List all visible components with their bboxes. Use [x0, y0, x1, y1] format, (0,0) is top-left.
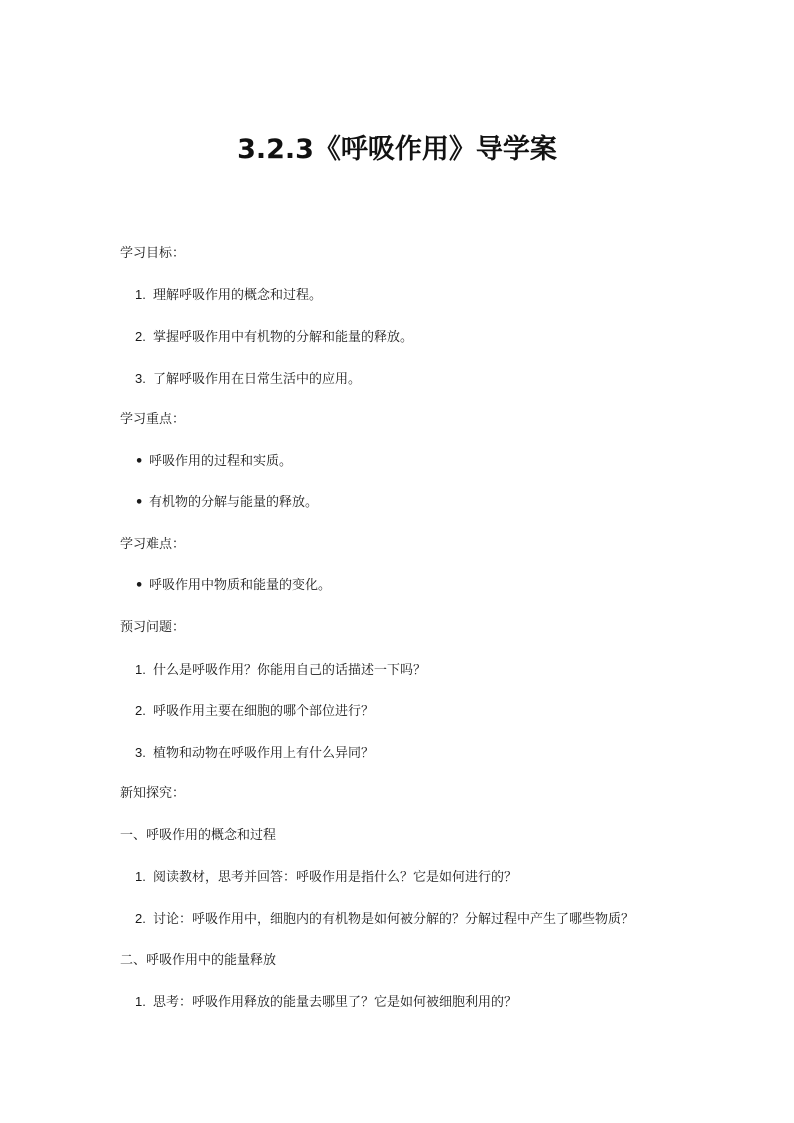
list-number: 3.: [135, 371, 146, 386]
preview-item: [135, 660, 426, 681]
explore-heading: 新知探究：: [120, 786, 186, 801]
explore-item: [135, 867, 517, 888]
explore-text: 讨论：呼吸作用中，细胞内的有机物是如何被分解的？分解过程中产生了哪些物质？: [153, 912, 635, 927]
key-points-heading: 学习重点：: [120, 412, 186, 427]
explore-item: [135, 992, 517, 1013]
bullet-icon: •: [135, 454, 144, 469]
objectives-heading: 学习目标：: [120, 246, 186, 261]
preview-heading: 预习问题：: [120, 620, 186, 635]
list-number: 3.: [135, 745, 146, 760]
preview-item: [135, 701, 374, 722]
objective-text: 理解呼吸作用的概念和过程。: [153, 288, 323, 303]
list-number: 2.: [135, 911, 146, 926]
explore-text: 阅读教材，思考并回答：呼吸作用是指什么？它是如何进行的？: [153, 870, 518, 885]
objective-item: [135, 369, 361, 390]
section-heading: 一、呼吸作用的概念和过程: [120, 828, 277, 843]
list-number: 1.: [135, 994, 146, 1009]
objective-text: 了解呼吸作用在日常生活中的应用。: [153, 372, 362, 387]
preview-item: [135, 743, 374, 764]
difficulty-item: [135, 576, 331, 596]
list-number: 2.: [135, 703, 146, 718]
list-number: 1.: [135, 869, 146, 884]
section-heading: 二、呼吸作用中的能量释放: [120, 953, 277, 968]
explore-item: [135, 909, 634, 930]
preview-text: 呼吸作用主要在细胞的哪个部位进行？: [153, 704, 375, 719]
objective-item: [135, 327, 413, 348]
key-point-text: 有机物的分解与能量的释放。: [149, 495, 319, 510]
list-number: 1.: [135, 287, 146, 302]
page-title: 3.2.3《呼吸作用》导学案: [237, 134, 557, 165]
objective-item: [135, 285, 322, 306]
objective-text: 掌握呼吸作用中有机物的分解和能量的释放。: [153, 330, 414, 345]
bullet-icon: •: [135, 495, 144, 510]
list-number: 1.: [135, 662, 146, 677]
difficulty-text: 呼吸作用中物质和能量的变化。: [149, 578, 332, 593]
key-point-item: [135, 493, 318, 513]
key-point-item: [135, 452, 292, 472]
bullet-icon: •: [135, 578, 144, 593]
list-number: 2.: [135, 329, 146, 344]
key-point-text: 呼吸作用的过程和实质。: [149, 454, 293, 469]
preview-text: 什么是呼吸作用？你能用自己的话描述一下吗？: [153, 663, 427, 678]
explore-text: 思考：呼吸作用释放的能量去哪里了？它是如何被细胞利用的？: [153, 995, 518, 1010]
difficulties-heading: 学习难点：: [120, 537, 186, 552]
preview-text: 植物和动物在呼吸作用上有什么异同？: [153, 746, 375, 761]
